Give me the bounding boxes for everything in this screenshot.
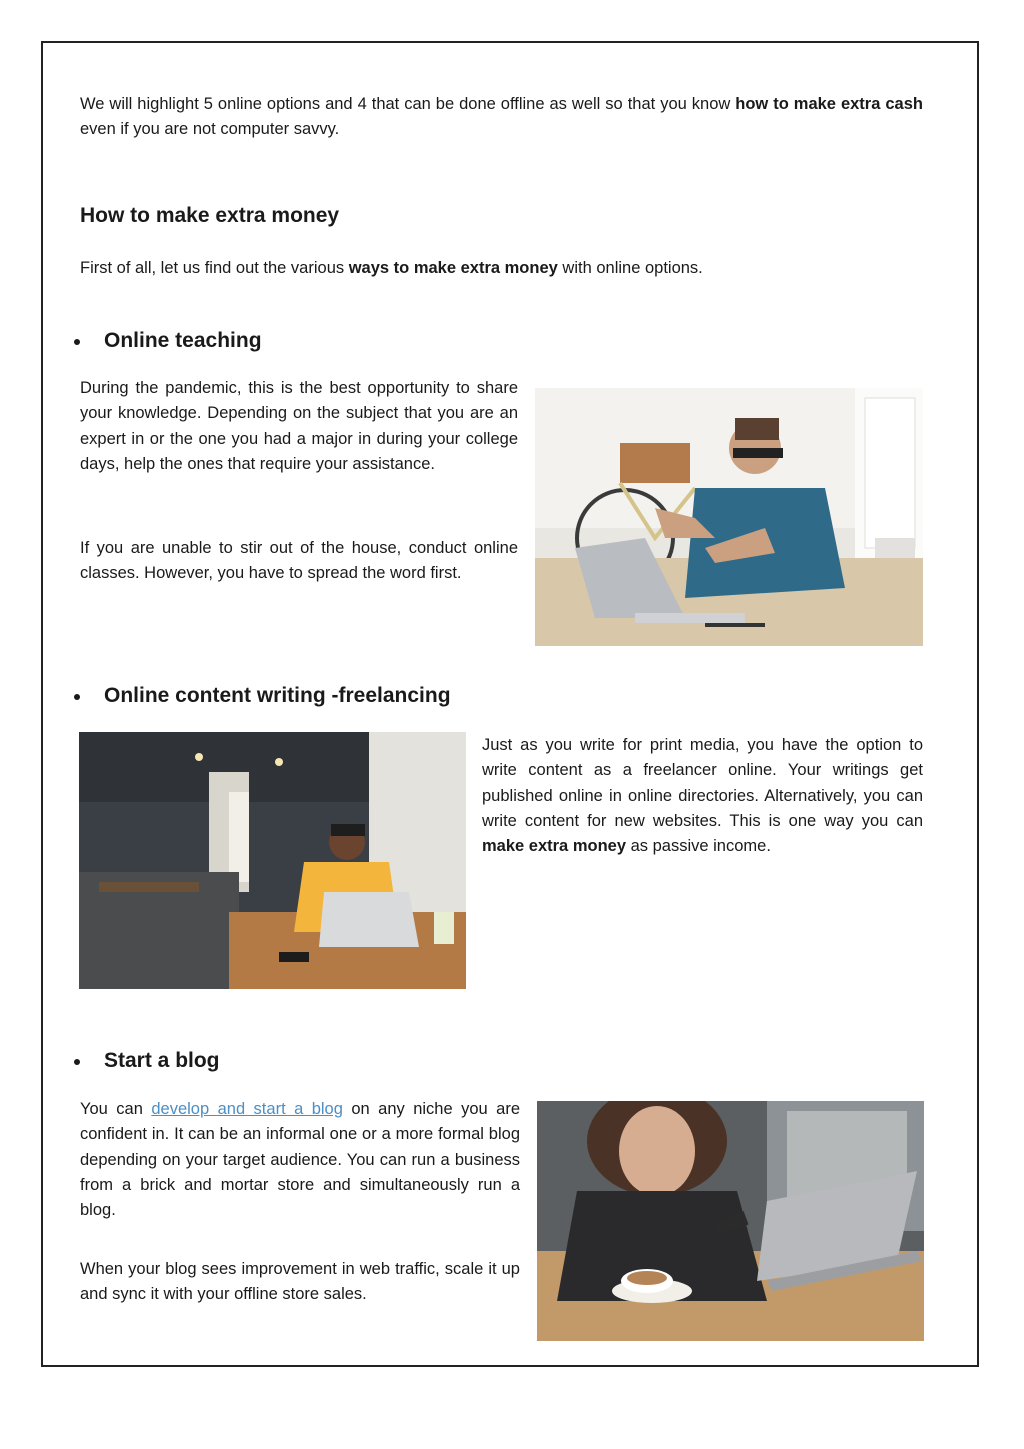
teaching-paragraph-1: During the pandemic, this is the best opportunity to share your knowledge. Depending on the subject that you are an expert in or the one you had a major in during your college days, help the ones that require your assistance. [80, 379, 518, 473]
bullet-icon [74, 694, 80, 700]
writing-text: Just as you write for print media, you have the option to write content as a freelancer online. Your writings get published online in online directories. Alternatively, you can write content for new websites. This is one way you can [482, 736, 923, 830]
writing-bold: make extra money [482, 837, 626, 856]
section-intro-text-end: with online options. [557, 259, 703, 277]
blog-paragraph-2: When your blog sees improvement in web traffic, scale it up and sync it with your offline store sales. [80, 1260, 520, 1304]
blog-photo [537, 1101, 924, 1341]
blog-heading [74, 1048, 220, 1074]
intro-text: We will highlight 5 online options and 4 that can be done offline as well so that you know [80, 95, 736, 113]
blog-title: Start a blog [104, 1049, 220, 1072]
bullet-icon [74, 1059, 80, 1065]
intro-paragraph [80, 92, 923, 143]
intro-bold: how to make extra cash [735, 95, 923, 113]
intro-text-end: even if you are not computer savvy. [80, 120, 340, 139]
writing-text-end: as passive income. [626, 837, 771, 856]
section-intro-bold: ways to make extra money [348, 259, 558, 277]
section-intro-text: First of all, let us find out the various [80, 259, 349, 277]
blog-paragraph-1 [80, 1097, 520, 1223]
section-title: How to make extra money [80, 204, 340, 227]
teaching-heading [74, 328, 262, 354]
blog-link[interactable]: develop and start a blog [151, 1100, 343, 1118]
blog-text: You can [80, 1100, 152, 1118]
blog-text-end: on any niche you are confident in. It can be an informal one or a more formal blog depending on your target audience. You can run a business from a brick and mortar store and simultaneously run a blog. [80, 1100, 520, 1220]
writing-photo [79, 732, 466, 989]
writing-title: Online content writing -freelancing [104, 684, 451, 707]
teaching-title: Online teaching [104, 329, 262, 352]
section-intro [80, 256, 923, 281]
teaching-paragraph-2: If you are unable to stir out of the house, conduct online classes. However, you have to spread the word first. [80, 539, 518, 583]
writing-heading [74, 683, 451, 709]
teaching-photo [535, 388, 923, 646]
writing-paragraph [482, 733, 923, 859]
bullet-icon [74, 339, 80, 345]
